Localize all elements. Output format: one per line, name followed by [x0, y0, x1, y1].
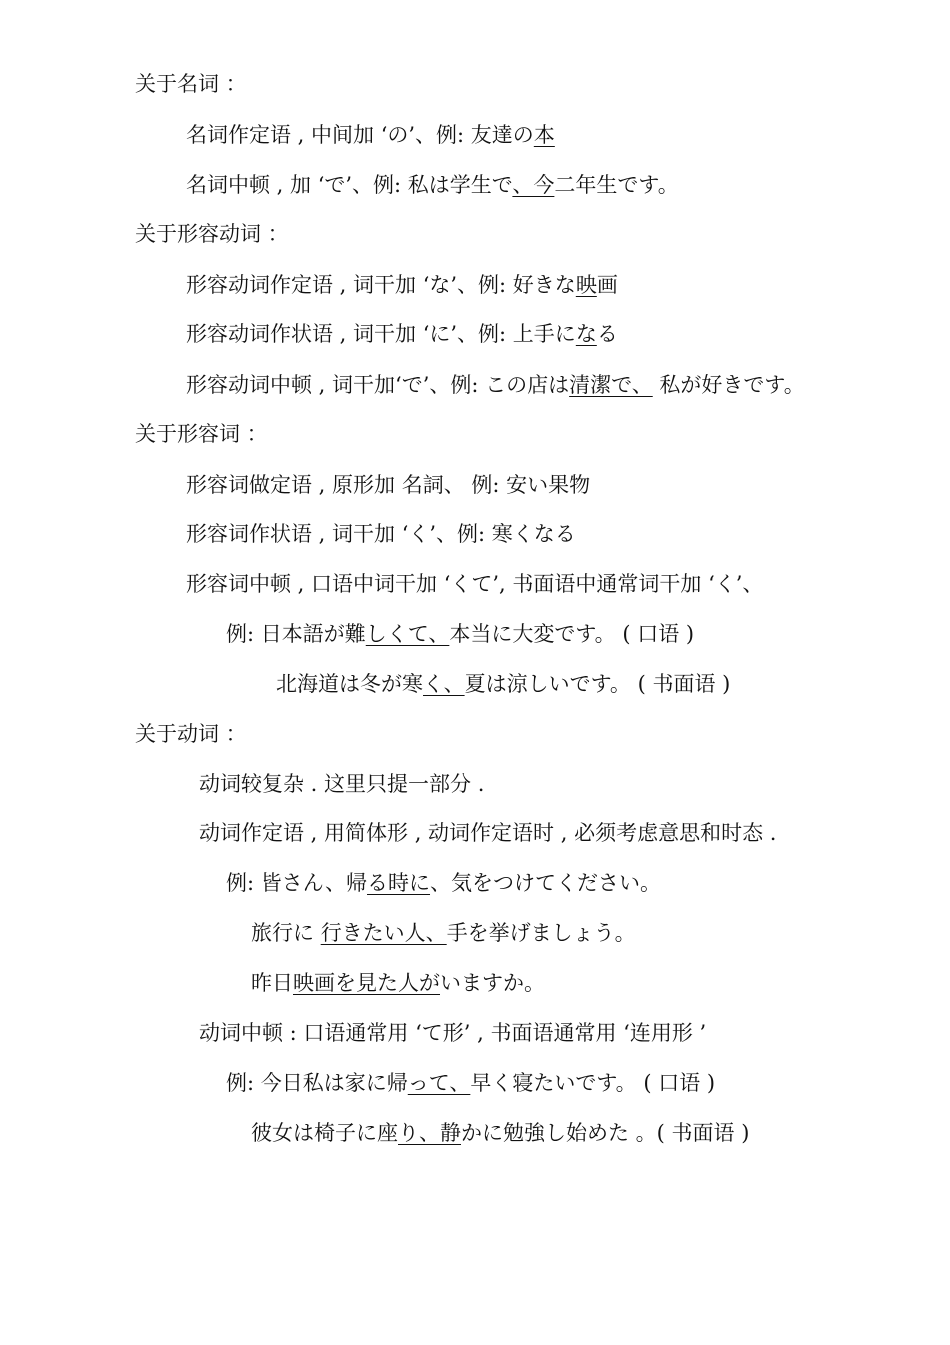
text-line: 形容词做定语 , 原形加 名詞、 例: 安い果物 — [186, 473, 591, 497]
example-line: 昨日映画を見た人がいますか。 — [251, 971, 545, 995]
example-line: 旅行に 行きたい人、手を挙げましょう。 — [251, 921, 636, 945]
section-heading-adjectival-verb: 关于形容动词 ： — [135, 222, 289, 246]
text-line: 形容动词作状语 , 词干加 ‘に’、例: 上手になる — [186, 322, 618, 346]
text-line: 动词作定语 , 用简体形 , 动词作定语时 , 必须考虑意思和时态 . — [199, 821, 777, 845]
text-line: 动词较复杂 . 这里只提一部分 . — [199, 772, 485, 796]
text-line: 形容动词作定语 , 词干加 ‘な’、例: 好きな映画 — [186, 273, 618, 297]
text-line: 形容动词中顿 , 词干加‘で’、例: この店は清潔で、 私が好きです。 — [186, 373, 805, 397]
example-line: 例: 皆さん、帰る時に、気をつけてください。 — [226, 871, 662, 895]
example-line: 彼女は椅子に座り、静かに勉強し始めた 。( 书面语 ) — [251, 1121, 750, 1145]
text-line: 形容词作状语 , 词干加 ‘く’、例: 寒くなる — [186, 522, 576, 546]
text-line: 名词作定语 , 中间加 ‘の’、例: 友達の本 — [186, 123, 555, 147]
text-line: 动词中顿 : 口语通常用 ‘て形’ , 书面语通常用 ‘连用形 ’ — [199, 1021, 707, 1045]
example-line: 北海道は冬が寒く、夏は涼しいです。 ( 书面语 ) — [276, 672, 731, 696]
section-heading-noun: 关于名词 ： — [135, 72, 247, 96]
section-heading-adjective: 关于形容词 ： — [135, 422, 268, 446]
example-line: 例: 日本語が難しくて、本当に大変です。 ( 口语 ) — [226, 622, 695, 646]
example-line: 例: 今日私は家に帰って、早く寝たいです。 ( 口语 ) — [226, 1071, 716, 1095]
text-line: 形容词中顿 , 口语中词干加 ‘くて’, 书面语中通常词干加 ‘く’、 — [186, 572, 764, 596]
section-heading-verb: 关于动词 ： — [135, 722, 247, 746]
text-line: 名词中顿 , 加 ‘で’、例: 私は学生で、今二年生です。 — [186, 173, 679, 197]
